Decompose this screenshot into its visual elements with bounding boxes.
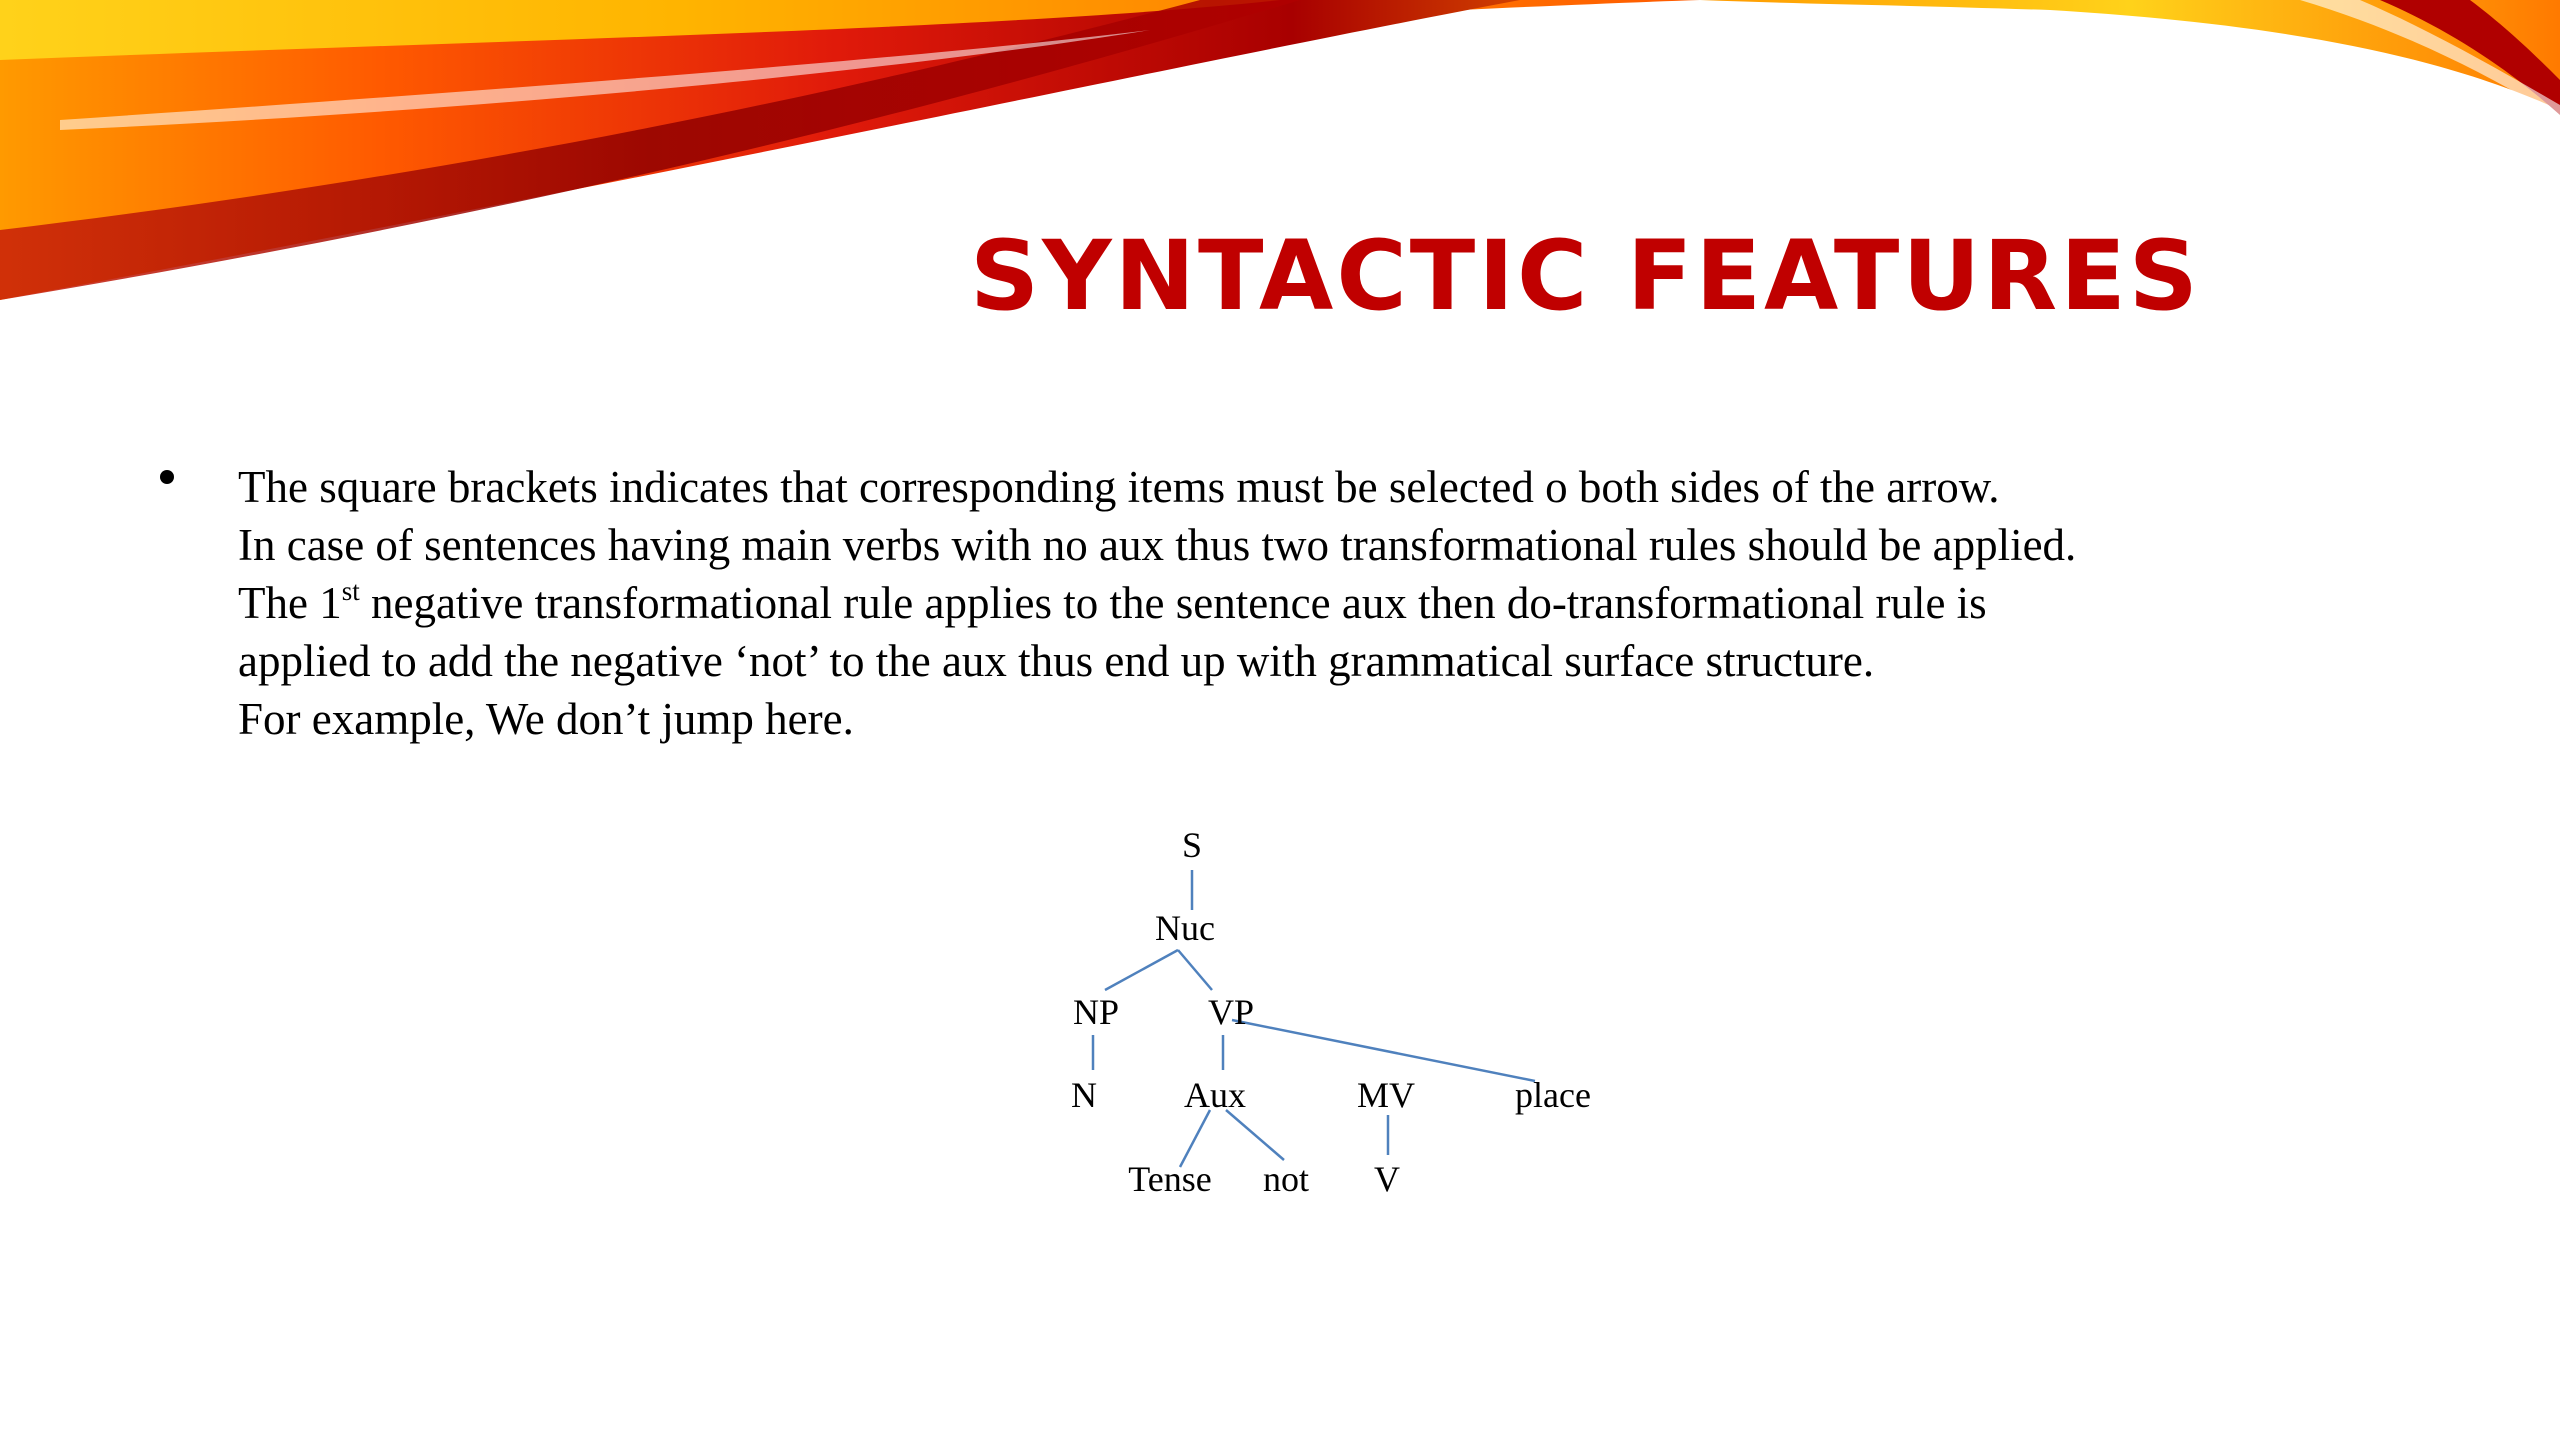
line3-before: The 1 [238, 578, 342, 628]
tree-node-not: not [1262, 1159, 1310, 1199]
tree-node-tense: Tense [1128, 1159, 1212, 1199]
edge-nuc-vp [1178, 950, 1212, 990]
edge-nuc-np [1105, 950, 1178, 990]
tree-node-s: S [1181, 825, 1203, 865]
tree-node-nuc: Nuc [1155, 908, 1215, 948]
line3-after: negative transformational rule applies to the sentence aux then do-transformational rule is [359, 578, 1987, 628]
tree-node-aux: Aux [1184, 1075, 1246, 1115]
bullet-line-5: For example, We don’t jump here. [238, 694, 854, 744]
tree-node-v: V [1374, 1159, 1400, 1199]
bullet-line-3 [238, 574, 2318, 632]
tree-node-mv: MV [1356, 1075, 1416, 1115]
bullet-line-1: The square brackets indicates that corresponding items must be selected o both sides of the arrow. [238, 462, 2000, 512]
tree-node-np: NP [1072, 992, 1120, 1032]
syntax-tree-diagram [1040, 815, 1640, 1215]
tree-node-n: N [1071, 1075, 1097, 1115]
edge-vp-place [1232, 1020, 1535, 1081]
bullet-line-2: In case of sentences having main verbs with no aux thus two transformational rules should be applied. [238, 520, 2077, 570]
bullet-line-4: applied to add the negative ‘not’ to the aux thus end up with grammatical surface structure. [238, 636, 1875, 686]
bullet-paragraph [238, 458, 2318, 748]
tree-node-place: place [1515, 1075, 1591, 1115]
bullet-marker [160, 470, 174, 484]
ordinal-superscript: st [341, 576, 360, 606]
tree-node-vp: VP [1207, 992, 1255, 1032]
edge-aux-not [1226, 1110, 1284, 1160]
slide-title: SYNTACTIC FEATURES [970, 220, 2201, 332]
